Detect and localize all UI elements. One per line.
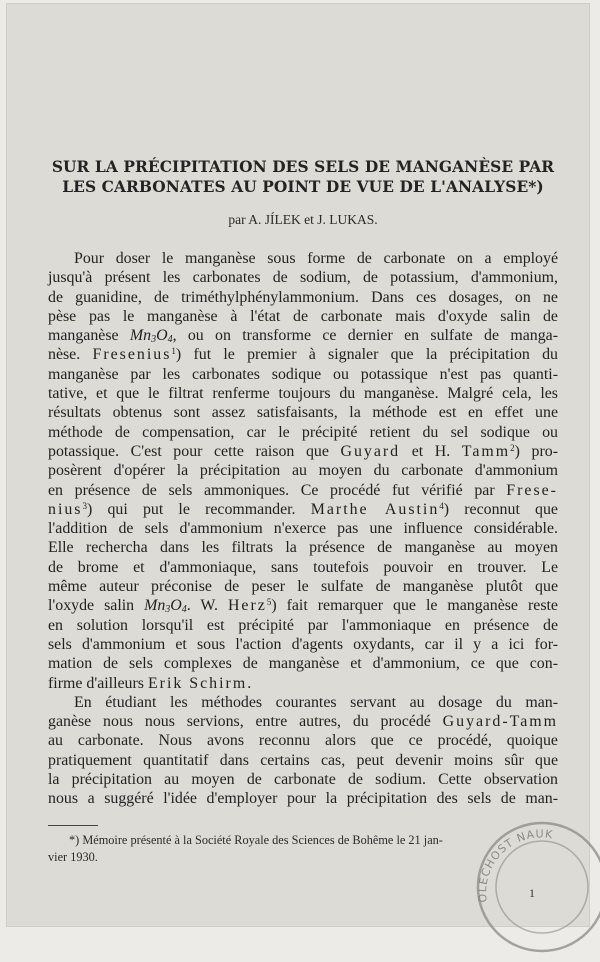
body-line: de brome et d'ammoniaque, sans toutefois pouvoir en trouver. Le xyxy=(48,558,558,576)
text-run: l'oxyde salin xyxy=(48,597,135,615)
body-line: En étudiant les méthodes courantes servant au dosage du man- xyxy=(74,693,558,711)
name-guyard: Guyard xyxy=(340,442,401,460)
footnote-line-1: *) Mémoire présenté à la Société Royale des Sciences de Bohême le 21 jan- xyxy=(69,833,443,847)
body-line: l'addition de sels d'ammonium n'exerce pas une influence considérable. xyxy=(48,520,558,538)
author-jilek: A. JÍLEK xyxy=(248,212,301,227)
body-line: en solution lorsqu'il est précipité par l'ammoniaque en présence de xyxy=(48,616,558,634)
formula-part: O xyxy=(156,327,168,345)
text-run: ) fut le premier à signaler que la précipitation du xyxy=(175,346,558,364)
text-run: , ou on transforme ce dernier en sulfate de manga- xyxy=(172,327,558,345)
body-line: même auteur préconise de peser le sulfate de manganèse plutôt que xyxy=(48,578,558,596)
name-guyard-tamm: Guyard-Tamm xyxy=(442,713,558,731)
footnote-ref-1: 1 xyxy=(171,346,176,357)
name-nius: nius xyxy=(48,500,83,518)
body-line: de guanidine, de triméthylphénylammonium. Dans ces dosages, on ne xyxy=(48,288,558,306)
body-line xyxy=(48,712,558,731)
footnote-ref-3: 3 xyxy=(82,500,87,511)
formula-subscript: 4 xyxy=(181,604,187,616)
byline-par: par xyxy=(228,212,246,227)
body-line: méthode de compensation, car le précipité retient du sel sodique ou xyxy=(48,423,558,441)
body-line xyxy=(48,674,558,693)
title-line-1: SUR LA PRÉCIPITATION DES SELS DE MANGANÈSE PAR xyxy=(51,158,555,176)
formula-subscript: 4 xyxy=(167,334,173,346)
article-title xyxy=(47,157,559,197)
footnote-ref-5: 5 xyxy=(266,597,272,608)
body-line: tative, et que le filtrat renferme toujours du manganèse. Malgré cela, les xyxy=(48,385,558,403)
formula-part: Mn xyxy=(129,327,152,345)
body-line xyxy=(48,481,558,500)
formula-mn3o4 xyxy=(130,327,173,344)
formula-part: Mn xyxy=(144,597,166,615)
text-run: nèse. xyxy=(48,346,81,364)
formula-mn3o4 xyxy=(144,597,187,614)
name-frese: Frese- xyxy=(506,481,558,499)
body-line: mation de sels complexes de manganèse et d'ammonium, ce que con- xyxy=(48,655,558,673)
name-tamm: Tamm xyxy=(461,442,511,460)
footnote-divider xyxy=(48,825,98,826)
page-number: 1 xyxy=(529,886,535,900)
text-run: firme d'ailleurs xyxy=(48,674,144,692)
text-run: et H. xyxy=(411,442,451,460)
body-line: résultats obtenus sont assez satisfaisants, la méthode est en effet une xyxy=(48,404,558,422)
article-body xyxy=(48,249,558,809)
formula-subscript: 3 xyxy=(165,604,171,616)
body-line: nous a suggéré l'idée d'employer pour la précipitation des sels de man- xyxy=(48,790,558,808)
body-line: au carbonate. Nous avons reconnu alors que ce procédé, quoique xyxy=(48,732,558,750)
formula-part: O xyxy=(170,597,182,615)
body-line: pratiquement quantitatif dans certains cas, peut devenir moins sûr que xyxy=(48,751,558,769)
text-run: ) reconnut que xyxy=(443,500,558,518)
body-line xyxy=(48,326,558,345)
body-line: jusqu'à présent les carbonates de sodium, de potassium, d'ammonium, xyxy=(48,269,558,287)
byline xyxy=(47,212,559,228)
stamp-inner-ring xyxy=(496,841,588,933)
name-erik-schirm: Erik Schirm xyxy=(147,674,248,692)
byline-et: et xyxy=(304,212,314,227)
text-run: potassique. C'est pour cette raison que xyxy=(48,442,329,460)
body-line: la précipitation au moyen de carbonate de sodium. Cette observation xyxy=(48,771,558,789)
body-line: posèrent d'opérer la précipitation au moyen du carbonate d'ammonium xyxy=(48,462,558,480)
name-fresenius: Fresenius xyxy=(92,346,172,364)
body-line: Pour doser le manganèse sous forme de carbonate on a employé xyxy=(74,250,558,267)
body-line: manganèse par les carbonates sodique ou potassique n'est pas quanti- xyxy=(48,365,558,383)
stamp-text: OLECHOST NAUK xyxy=(475,827,555,903)
footnote-ref-2: 2 xyxy=(510,442,515,453)
text-run: ) qui put le recommander. xyxy=(87,500,296,518)
formula-subscript: 3 xyxy=(151,334,157,346)
text-run: ) fait remarquer que le manganèse reste xyxy=(271,597,558,615)
title-line-2: LES CARBONATES AU POINT DE VUE DE L'ANALYSE*) xyxy=(62,178,544,196)
body-line xyxy=(48,500,558,519)
body-line: pèse pas le manganèse à l'état de carbonate mais d'oxyde salin de xyxy=(48,307,558,325)
text-run: ) pro- xyxy=(514,442,558,460)
text-run: . W. xyxy=(186,597,218,615)
text-run: ganèse nous nous servions, entre autres, du procédé xyxy=(48,713,431,731)
footnote-line-2: vier 1930. xyxy=(48,850,98,864)
name-marthe-austin: Marthe Austin xyxy=(310,500,440,518)
body-line: Elle rechercha dans les filtrats la présence de manganèse au moyen xyxy=(48,539,558,557)
name-herz: Herz xyxy=(227,597,267,615)
text-run: . xyxy=(247,674,252,692)
page xyxy=(7,4,589,926)
author-lukas: J. LUKAS. xyxy=(317,212,378,227)
text-run: manganèse xyxy=(48,327,119,345)
library-stamp-icon xyxy=(457,802,600,962)
text-run: en présence de sels ammoniques. Ce procédé fut vérifié par xyxy=(48,481,495,499)
footnote-ref-4: 4 xyxy=(439,500,444,511)
body-line xyxy=(48,596,558,615)
body-line xyxy=(48,345,558,364)
body-line: sels d'ammonium et sous l'action d'agents oxydants, car il y a ici for- xyxy=(48,635,558,653)
body-line xyxy=(48,442,558,461)
